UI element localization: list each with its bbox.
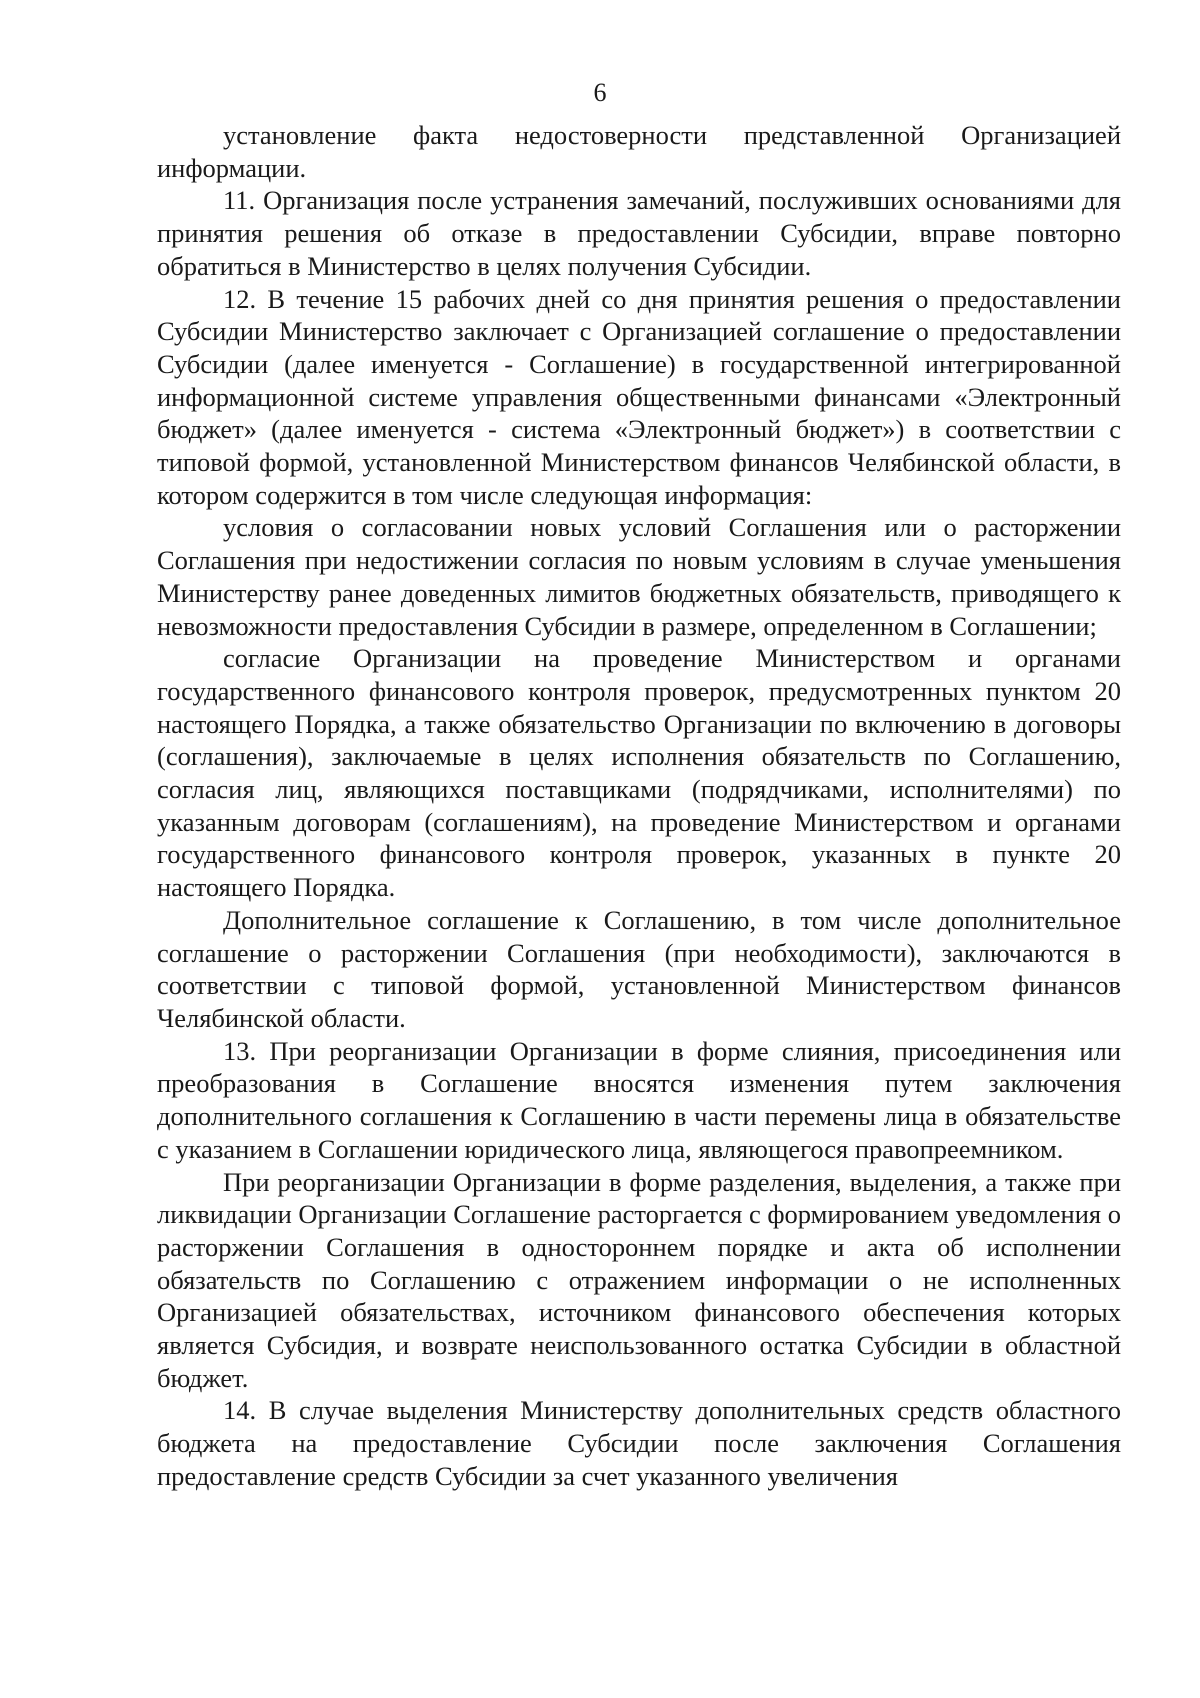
page-number: 6 — [593, 78, 607, 107]
document-body — [157, 119, 1121, 1493]
paragraph: 14. В случае выделения Министерству дополнительных средств областного бюджета на предоставление Субсидии после заключения Соглашения предоставление средств Субсидии за счет указанного увеличения — [157, 1395, 1121, 1491]
paragraph: 12. В течение 15 рабочих дней со дня принятия решения о предоставлении Субсидии Министерство заключает с Организацией соглашение о предоставлении Субсидии (далее именуется - Соглашение) в государственной интегрированной информационной системе управления общественными финансами «Электронный бюджет» (далее именуется - система «Электронный бюджет») в соответствии с типовой формой, установленной Министерством финансов Челябинской области, в котором содержится в том числе следующая информация: — [157, 283, 1121, 510]
paragraph: 11. Организация после устранения замечаний, послуживших основаниями для принятия решения об отказе в предоставлении Субсидии, вправе повторно обратиться в Министерство в целях получения Субсидии. — [157, 185, 1121, 281]
paragraph: установление факта недостоверности представленной Организацией информации. — [157, 120, 1121, 183]
paragraph: При реорганизации Организации в форме разделения, выделения, а также при ликвидации Организации Соглашение расторгается с формированием уведомления о расторжении Соглашения в одностороннем порядке и акта об исполнении обязательств по Соглашению с отражением информации о не исполненных Организацией обязательствах, источником финансового обеспечения которых является Субсидия, и возврате неиспользованного остатка Субсидии в областной бюджет. — [157, 1166, 1121, 1393]
paragraph: 13. При реорганизации Организации в форме слияния, присоединения или преобразования в Соглашение вносятся изменения путем заключения дополнительного соглашения к Соглашению в части перемены лица в обязательстве с указанием в Соглашении юридического лица, являющегося правопреемником. — [157, 1035, 1121, 1164]
paragraph: Дополнительное соглашение к Соглашению, в том числе дополнительное соглашение о расторжении Соглашения (при необходимости), заключаются в соответствии с типовой формой, установленной Министерством финансов Челябинской области. — [157, 904, 1121, 1033]
paragraph: согласие Организации на проведение Министерством и органами государственного финансового контроля проверок, предусмотренных пунктом 20 настоящего Порядка, а также обязательство Организации по включению в договоры (соглашения), заключаемые в целях исполнения обязательств по Соглашению, согласия лиц, являющихся поставщиками (подрядчиками, исполнителями) по указанным договорам (соглашениям), на проведение Министерством и органами государственного финансового контроля проверок, указанных в пункте 20 настоящего Порядка. — [157, 643, 1121, 903]
paragraph: условия о согласовании новых условий Соглашения или о расторжении Соглашения при недостижении согласия по новым условиям в случае уменьшения Министерству ранее доведенных лимитов бюджетных обязательств, приводящего к невозможности предоставления Субсидии в размере, определенном в Соглашении; — [157, 512, 1121, 641]
